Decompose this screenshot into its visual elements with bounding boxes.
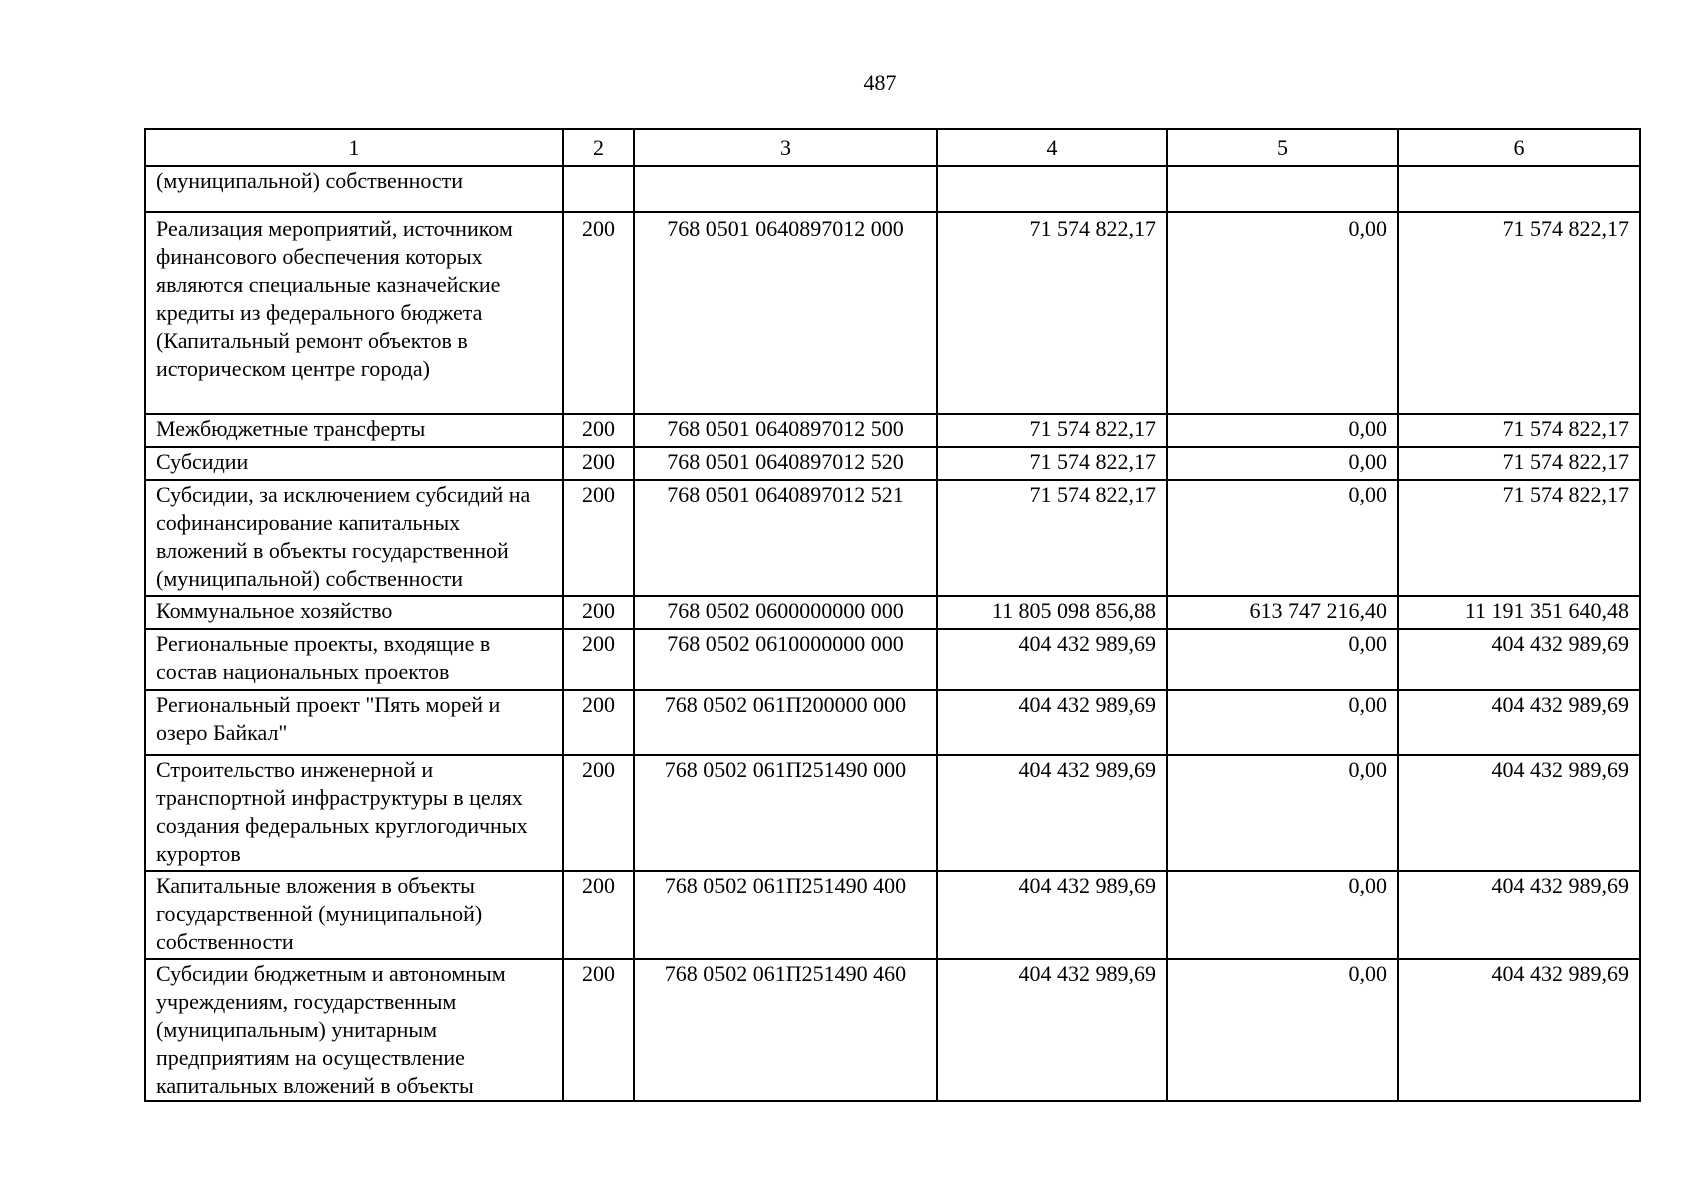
row-value-4: 71 574 822,17 bbox=[937, 414, 1167, 447]
row-value-5 bbox=[1167, 166, 1398, 212]
header-col-5: 5 bbox=[1167, 129, 1398, 166]
header-col-2: 2 bbox=[563, 129, 634, 166]
row-name: (муниципальной) собственности bbox=[145, 166, 563, 212]
row-value-4: 404 432 989,69 bbox=[937, 871, 1167, 959]
row-value-5: 0,00 bbox=[1167, 447, 1398, 480]
row-code bbox=[563, 166, 634, 212]
row-value-6: 404 432 989,69 bbox=[1398, 755, 1640, 871]
row-value-6: 404 432 989,69 bbox=[1398, 871, 1640, 959]
row-code: 200 bbox=[563, 596, 634, 629]
row-value-5: 0,00 bbox=[1167, 755, 1398, 871]
row-value-5: 0,00 bbox=[1167, 629, 1398, 690]
header-col-6: 6 bbox=[1398, 129, 1640, 166]
row-value-5: 0,00 bbox=[1167, 690, 1398, 755]
row-value-4: 404 432 989,69 bbox=[937, 629, 1167, 690]
row-code: 200 bbox=[563, 755, 634, 871]
row-name: Субсидии bbox=[145, 447, 563, 480]
row-value-4 bbox=[937, 166, 1167, 212]
row-name: Региональные проекты, входящие в состав национальных проектов bbox=[145, 629, 563, 690]
row-value-4: 71 574 822,17 bbox=[937, 212, 1167, 414]
row-classification: 768 0502 0610000000 000 bbox=[634, 629, 937, 690]
row-value-6: 71 574 822,17 bbox=[1398, 447, 1640, 480]
row-name: Региональный проект "Пять морей и озеро Байкал" bbox=[145, 690, 563, 755]
row-value-5: 0,00 bbox=[1167, 959, 1398, 1101]
row-value-5: 0,00 bbox=[1167, 480, 1398, 596]
row-name: Межбюджетные трансферты bbox=[145, 414, 563, 447]
table-row bbox=[145, 690, 1640, 755]
row-value-5: 0,00 bbox=[1167, 212, 1398, 414]
row-name: Коммунальное хозяйство bbox=[145, 596, 563, 629]
row-value-5: 0,00 bbox=[1167, 414, 1398, 447]
row-value-4: 71 574 822,17 bbox=[937, 447, 1167, 480]
row-value-6 bbox=[1398, 166, 1640, 212]
row-code: 200 bbox=[563, 447, 634, 480]
row-value-6: 71 574 822,17 bbox=[1398, 212, 1640, 414]
row-classification: 768 0502 061П251490 460 bbox=[634, 959, 937, 1101]
row-value-4: 404 432 989,69 bbox=[937, 959, 1167, 1101]
table-row bbox=[145, 629, 1640, 690]
row-code: 200 bbox=[563, 212, 634, 414]
row-classification: 768 0502 061П200000 000 bbox=[634, 690, 937, 755]
table-row bbox=[145, 414, 1640, 447]
row-value-4: 404 432 989,69 bbox=[937, 755, 1167, 871]
row-value-5: 613 747 216,40 bbox=[1167, 596, 1398, 629]
row-value-4: 404 432 989,69 bbox=[937, 690, 1167, 755]
row-value-6: 404 432 989,69 bbox=[1398, 629, 1640, 690]
table-row bbox=[145, 871, 1640, 959]
row-classification bbox=[634, 166, 937, 212]
row-code: 200 bbox=[563, 629, 634, 690]
row-value-4: 71 574 822,17 bbox=[937, 480, 1167, 596]
row-value-6: 71 574 822,17 bbox=[1398, 414, 1640, 447]
row-classification: 768 0502 0600000000 000 bbox=[634, 596, 937, 629]
row-value-4: 11 805 098 856,88 bbox=[937, 596, 1167, 629]
row-value-6: 71 574 822,17 bbox=[1398, 480, 1640, 596]
table-row bbox=[145, 755, 1640, 871]
row-value-5: 0,00 bbox=[1167, 871, 1398, 959]
row-classification: 768 0501 0640897012 500 bbox=[634, 414, 937, 447]
row-code: 200 bbox=[563, 480, 634, 596]
table-row bbox=[145, 480, 1640, 596]
row-value-6: 11 191 351 640,48 bbox=[1398, 596, 1640, 629]
row-classification: 768 0502 061П251490 000 bbox=[634, 755, 937, 871]
table-row bbox=[145, 447, 1640, 480]
row-classification: 768 0502 061П251490 400 bbox=[634, 871, 937, 959]
header-col-1: 1 bbox=[145, 129, 563, 166]
row-code: 200 bbox=[563, 690, 634, 755]
row-classification: 768 0501 0640897012 521 bbox=[634, 480, 937, 596]
row-name: Реализация мероприятий, источником финансового обеспечения которых являются специальные казначейские кредиты из федерального бюджета (Капитальный ремонт объектов в историческом центре города) bbox=[145, 212, 563, 414]
header-row bbox=[145, 129, 1640, 166]
header-col-4: 4 bbox=[937, 129, 1167, 166]
row-classification: 768 0501 0640897012 520 bbox=[634, 447, 937, 480]
row-name: Капитальные вложения в объекты государственной (муниципальной) собственности bbox=[145, 871, 563, 959]
page-number: 487 bbox=[863, 70, 897, 95]
budget-table bbox=[144, 128, 1641, 1102]
row-name: Субсидии бюджетным и автономным учреждениям, государственным (муниципальным) унитарным предприятиям на осуществление капитальных вложений в объекты bbox=[145, 959, 563, 1101]
table-row bbox=[145, 959, 1640, 1101]
row-code: 200 bbox=[563, 959, 634, 1101]
table-row bbox=[145, 166, 1640, 212]
row-value-6: 404 432 989,69 bbox=[1398, 690, 1640, 755]
row-name: Субсидии, за исключением субсидий на софинансирование капитальных вложений в объекты государственной (муниципальной) собственности bbox=[145, 480, 563, 596]
row-name: Строительство инженерной и транспортной инфраструктуры в целях создания федеральных круглогодичных курортов bbox=[145, 755, 563, 871]
row-code: 200 bbox=[563, 414, 634, 447]
row-code: 200 bbox=[563, 871, 634, 959]
row-classification: 768 0501 0640897012 000 bbox=[634, 212, 937, 414]
table-row bbox=[145, 212, 1640, 414]
table-row bbox=[145, 596, 1640, 629]
row-value-6: 404 432 989,69 bbox=[1398, 959, 1640, 1101]
header-col-3: 3 bbox=[634, 129, 937, 166]
